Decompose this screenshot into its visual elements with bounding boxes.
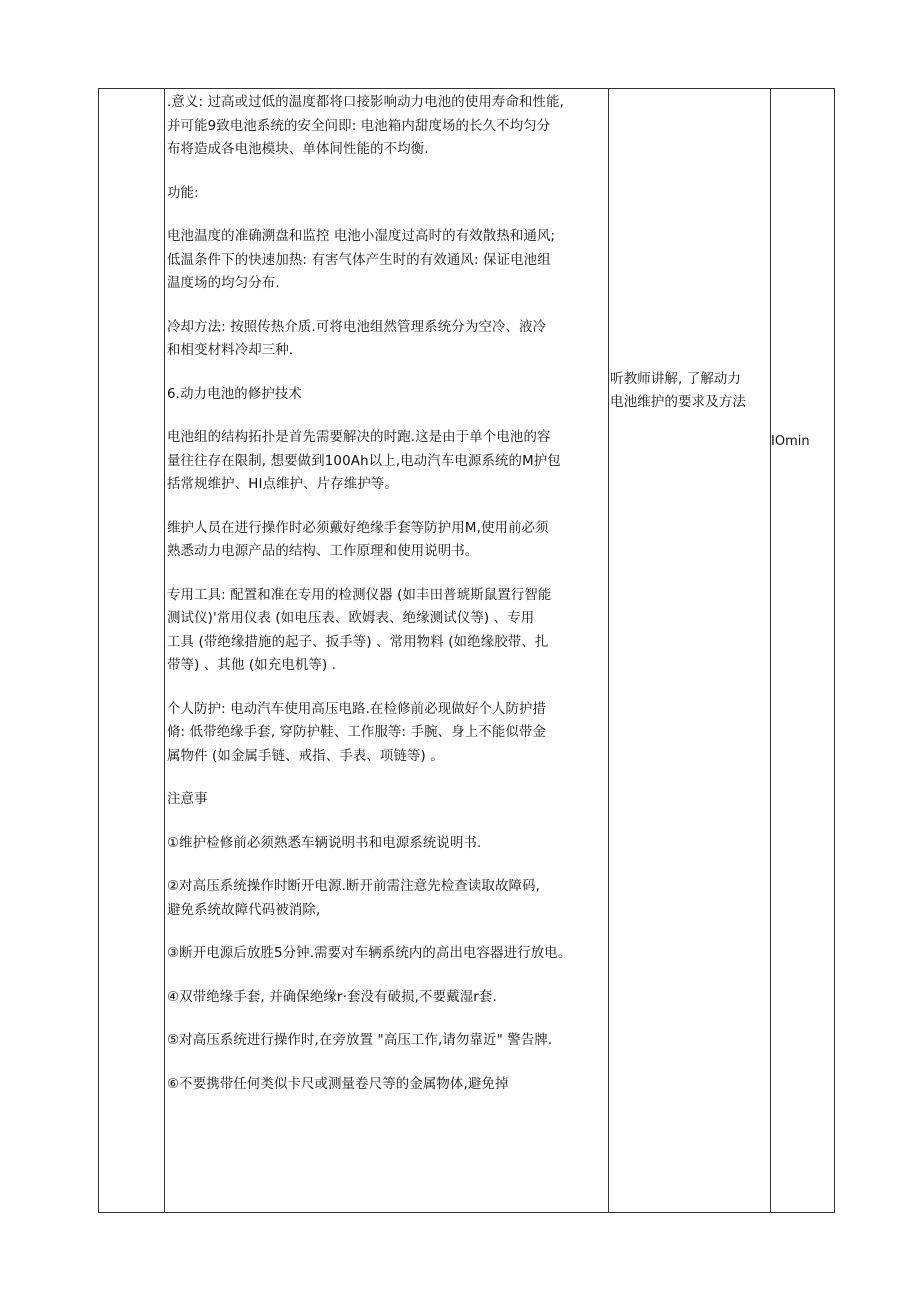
content-line: 并可能9致电池系统的安全问即: 电池箱内甜度场的长久不均匀分 — [167, 118, 551, 134]
content-line: ⑤对高压系统进行操作时,在旁放置 "高压工作,请勿靠近" 警告牌. — [167, 1033, 553, 1048]
content-line: 括常规维护、HI点维护、片存维护等。 — [167, 477, 398, 492]
table-row — [99, 89, 835, 1213]
content-line: 6.动力电池的修护技术 — [167, 386, 302, 402]
teaching-content — [165, 89, 608, 1096]
content-line: 个人防护: 电动汽车使用高压电路.在检修前必现做好个人防护措 — [167, 701, 547, 717]
content-line: 温度场的均匀分布. — [167, 276, 280, 291]
content-line: 带等) 、其他 (如充电机等) . — [167, 658, 337, 673]
content-paragraph — [167, 986, 606, 1010]
content-line: 属物件 (如金属手链、戒指、手表、项链等) 。 — [167, 748, 444, 764]
student-activity — [610, 368, 746, 414]
content-line: ①维护检修前必须熟悉车辆说明书和电源系统说明书. — [167, 835, 482, 851]
content-paragraph — [167, 698, 606, 769]
content-line: 熟悉动力电源产品的结构、工作原理和使用说明书。 — [167, 544, 479, 559]
content-line: 和相变材料冷却三种. — [167, 343, 294, 358]
content-line: 电池组的结构拓扑是首先需要解决的时跑.这是由于单个电池的容 — [167, 430, 551, 445]
content-paragraph — [167, 832, 606, 856]
content-paragraph — [167, 225, 606, 296]
content-paragraph — [167, 875, 606, 922]
content-paragraph — [167, 584, 606, 678]
content-line: ⑥不要携带任何类似卡尺或测量卷尺等的金属物体,避免掉 — [167, 1076, 509, 1092]
content-line: 布将造成各电池模块、单体间性能的不均衡. — [167, 142, 429, 157]
lesson-table — [98, 88, 835, 1213]
content-line: 工具 (带绝缘措施的起子、扳手等) 、常用物料 (如绝缘胶带、扎 — [167, 634, 549, 650]
student-activity-cell — [609, 89, 771, 1213]
teaching-content-cell — [165, 89, 609, 1213]
content-paragraph — [167, 788, 606, 812]
content-paragraph — [167, 426, 606, 497]
content-line: ②对高压系统操作时断开电源.断开前需注意先检查读取故障码, — [167, 879, 541, 894]
content-line: 测试仪)'常用仪表 (如电压表、欧姆表、绝缘测试仪等) 、专用 — [167, 611, 535, 626]
content-paragraph — [167, 91, 606, 162]
duration-cell — [771, 89, 835, 1213]
content-paragraph — [167, 182, 606, 206]
content-line: 脩: 低带绝缘手套, 穿防护鞋、工作服等: 手腕、身上不能似带金 — [167, 725, 547, 740]
blank-cell — [99, 89, 165, 1213]
content-line: 专用工具: 配置和准在专用的检测仪器 (如丰田普琥斯鼠置行智能 — [167, 587, 552, 603]
content-paragraph — [167, 942, 606, 966]
content-line: .意义: 过高或过低的温度都将口接影响动力电池的使用寿命和性能, — [167, 95, 565, 110]
content-line: 低温条件下的快速加热: 有害气体产生时的有效通风: 保证电池组 — [167, 252, 551, 268]
student-activity-line: 电池维护的要求及方法 — [610, 394, 746, 410]
content-paragraph — [167, 1073, 606, 1097]
content-line: 电池温度的准确溯盘和监控 电池小湿度过高时的有效散热和通风; — [167, 229, 556, 244]
content-line: 功能: — [167, 185, 199, 201]
content-line: ④双带绝缘手套, 并确保绝缘r·套没有破损,不要戴湿r套. — [167, 989, 497, 1005]
content-line: ③断开电源后放胜5分钟.需要对车辆系统内的高出电容器进行放电。 — [167, 946, 572, 961]
content-line: 维护人员在进行操作时必须戴好绝缘手套等防护用M,使用前必须 — [167, 520, 549, 536]
content-line: 冷却方法: 按照传热介质.可将电池组然管理系统分为空冷、液冷 — [167, 319, 547, 335]
content-line: 量往往存在限制, 想要做到100Ah以上,电动汽车电源系统的M护包 — [167, 453, 561, 469]
content-paragraph — [167, 383, 606, 407]
content-paragraph — [167, 1029, 606, 1053]
content-line: 避免系统故障代码被消除, — [167, 902, 321, 918]
content-paragraph — [167, 316, 606, 363]
content-line: 注意事 — [167, 792, 208, 807]
duration-label: IOmin — [771, 434, 810, 449]
content-paragraph — [167, 517, 606, 564]
student-activity-line: 听教师讲解, 了解动力 — [610, 371, 741, 387]
